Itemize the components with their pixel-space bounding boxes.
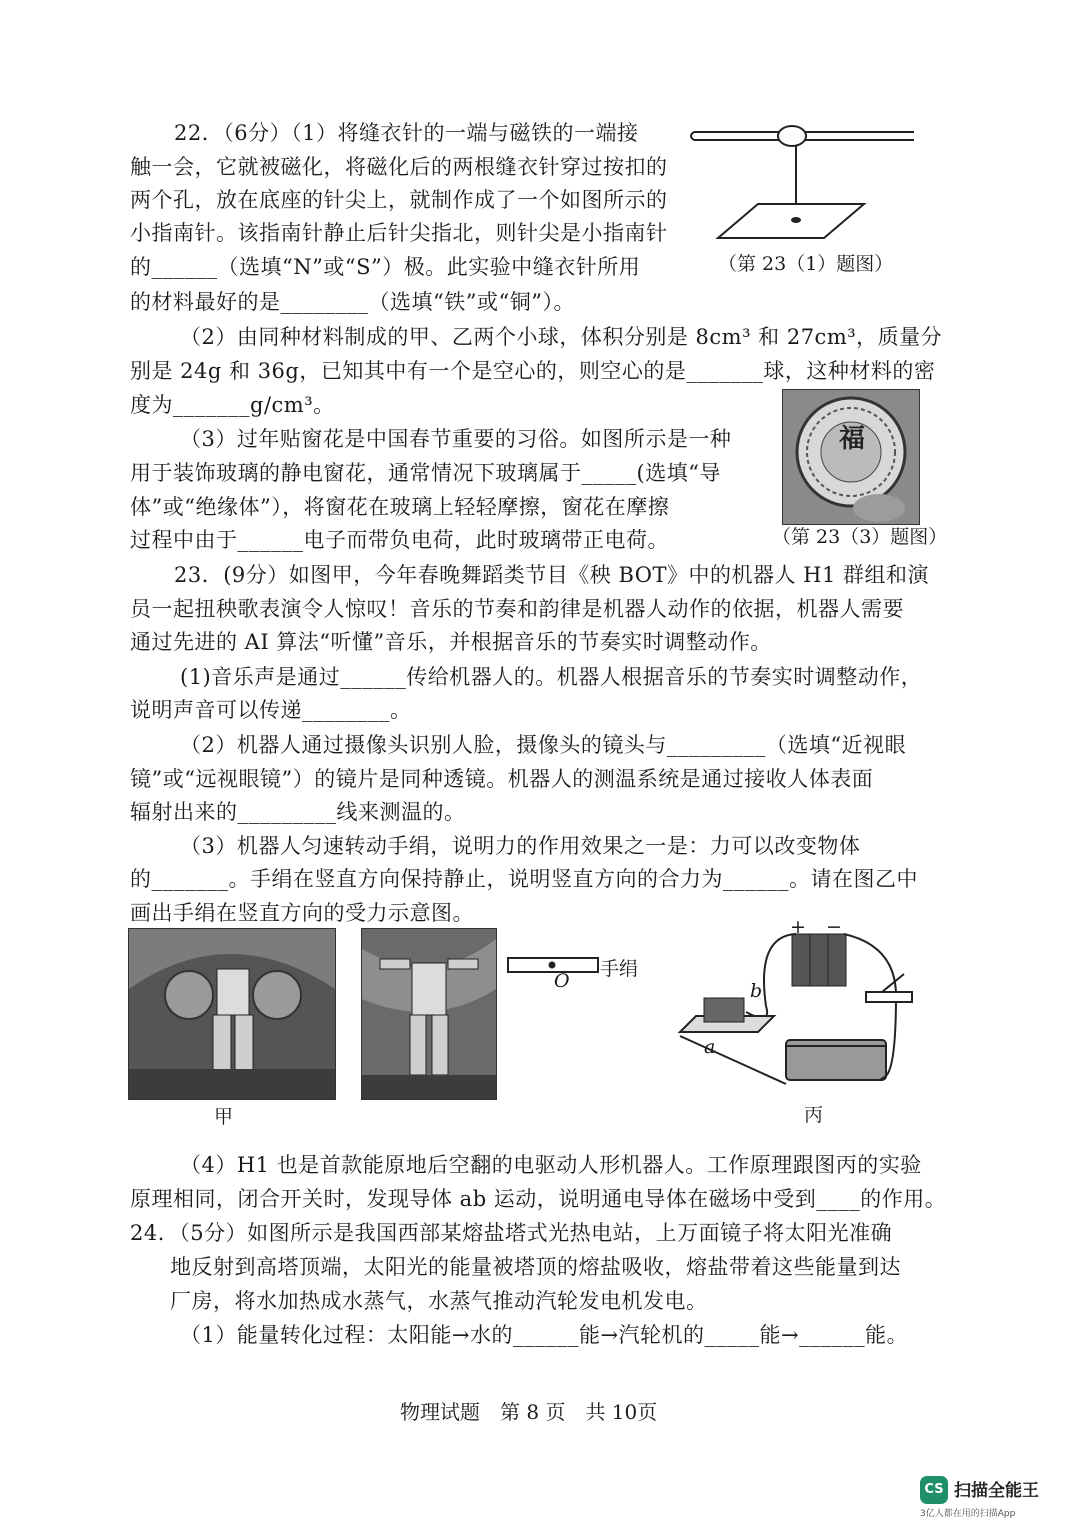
q23-line-1: 23．(9分）如图甲，今年春晚舞蹈类节目《秧 BOT》中的机器人 H1 群组和演 [174, 563, 930, 587]
q22-part3-line-3: 体”或“绝缘体”），将窗花在玻璃上轻轻摩擦，窗花在摩擦 [130, 495, 670, 519]
q22-line-1: 22．（6分）（1）将缝衣针的一端与磁铁的一端接 [174, 121, 639, 145]
label-a: a [704, 1036, 716, 1058]
label-plus: + [790, 916, 806, 938]
label-minus: − [826, 916, 842, 938]
brand-name: 扫描全能王 [954, 1481, 1039, 1501]
q22-line-4: 小指南针。该指南针静止后针尖指北，则针尖是小指南针 [130, 221, 668, 245]
label-b: b [750, 980, 763, 1002]
q23-part1-line-1: (1)音乐声是通过______传给机器人的。机器人根据音乐的节奏实时调整动作， [180, 665, 923, 689]
q22-line-6: 的材料最好的是________（选填“铁”或“铜”）。 [130, 290, 575, 314]
window-flower-photo [782, 389, 920, 525]
q23-part2-line-3: 辐射出来的_________线来测温的。 [130, 800, 466, 824]
q23-part2-line-2: 镜”或“远视眼镜”）的镜片是同种透镜。机器人的测温系统是通过接收人体表面 [130, 767, 874, 791]
robot-dance-photo-jia [128, 928, 336, 1100]
q22-part2-line-2: 别是 24g 和 36g，已知其中有一个是空心的，则空心的是_______球，这种材料的密 [130, 359, 936, 383]
q22-line-5: 的______（选填“N”或“S”）极。此实验中缝衣针所用 [130, 255, 641, 279]
q22-line-2: 触一会，它就被磁化，将磁化后的两根缝衣针穿过按扣的 [130, 155, 668, 179]
q23-part3-line-2: 的_______。手绢在竖直方向保持静止，说明竖直方向的合力为______。请在图乙中 [130, 867, 918, 891]
camscanner-logo-icon: CS [920, 1476, 948, 1504]
q23-part3-line-1: （3）机器人匀速转动手绢，说明力的作用效果之一是：力可以改变物体 [180, 834, 861, 858]
label-handkerchief: 手绢 [600, 958, 639, 980]
robot-handkerchief-photo-yi [361, 928, 497, 1100]
motor-circuit-diagram [676, 916, 928, 1098]
q24-line-3: 厂房，将水加热成水蒸气，水蒸气推动汽轮发电机发电。 [170, 1289, 708, 1313]
q24-part1-line-1: （1）能量转化过程：太阳能→水的______能→汽轮机的_____能→______能。 [180, 1323, 909, 1347]
figure-23-1-caption: （第 23（1）题图） [718, 253, 894, 275]
q24-line-1: 24．（5分）如图所示是我国西部某熔盐塔式光热电站，上万面镜子将太阳光准确 [130, 1221, 893, 1245]
q23-line-2: 员一起扭秧歌表演令人惊叹！音乐的节奏和韵律是机器人动作的依据，机器人需要 [130, 597, 904, 621]
label-jia: 甲 [214, 1106, 234, 1128]
q23-part3-line-3: 画出手绢在竖直方向的受力示意图。 [130, 901, 474, 925]
scanner-watermark [920, 1472, 1060, 1519]
q22-line-3: 两个孔，放在底座的针尖上，就制作成了一个如图所示的 [130, 188, 668, 212]
label-o: O [554, 970, 570, 992]
brand-subtitle: 3亿人都在用的扫描App [920, 1509, 1016, 1519]
q22-part2-line-3: 度为_______g/cm³。 [130, 393, 335, 417]
q23-part4-line-1: （4）H1 也是首款能原地后空翻的电驱动人形机器人。工作原理跟图丙的实验 [180, 1153, 922, 1177]
page-footer: 物理试题 第 8 页 共 10页 [400, 1400, 658, 1424]
figure-23-3-caption: （第 23（3）题图） [772, 526, 948, 548]
q22-part3-line-2: 用于装饰玻璃的静电窗花，通常情况下玻璃属于_____(选填“导 [130, 461, 721, 485]
q23-part1-line-2: 说明声音可以传递________。 [130, 698, 412, 722]
q22-part2-line-1: （2）由同种材料制成的甲、乙两个小球，体积分别是 8cm³ 和 27cm³，质量分 [180, 325, 943, 349]
fu-character: 福 [839, 424, 866, 454]
q23-part4-line-2: 原理相同，闭合开关时，发现导体 ab 运动，说明通电导体在磁场中受到____的作用。 [130, 1187, 947, 1211]
label-bing: 丙 [804, 1104, 824, 1126]
compass-needle-figure [688, 118, 920, 248]
q22-part3-line-4: 过程中由于______电子而带负电荷，此时玻璃带正电荷。 [130, 528, 669, 552]
q23-line-3: 通过先进的 AI 算法“听懂”音乐，并根据音乐的节奏实时调整动作。 [130, 630, 772, 654]
q22-part3-line-1: （3）过年贴窗花是中国春节重要的习俗。如图所示是一种 [180, 427, 732, 451]
q24-line-2: 地反射到高塔顶端，太阳光的能量被塔顶的熔盐吸收，熔盐带着这些能量到达 [170, 1255, 901, 1279]
q23-part2-line-1: （2）机器人通过摄像头识别人脸，摄像头的镜头与_________（选填“近视眼 [180, 733, 907, 757]
